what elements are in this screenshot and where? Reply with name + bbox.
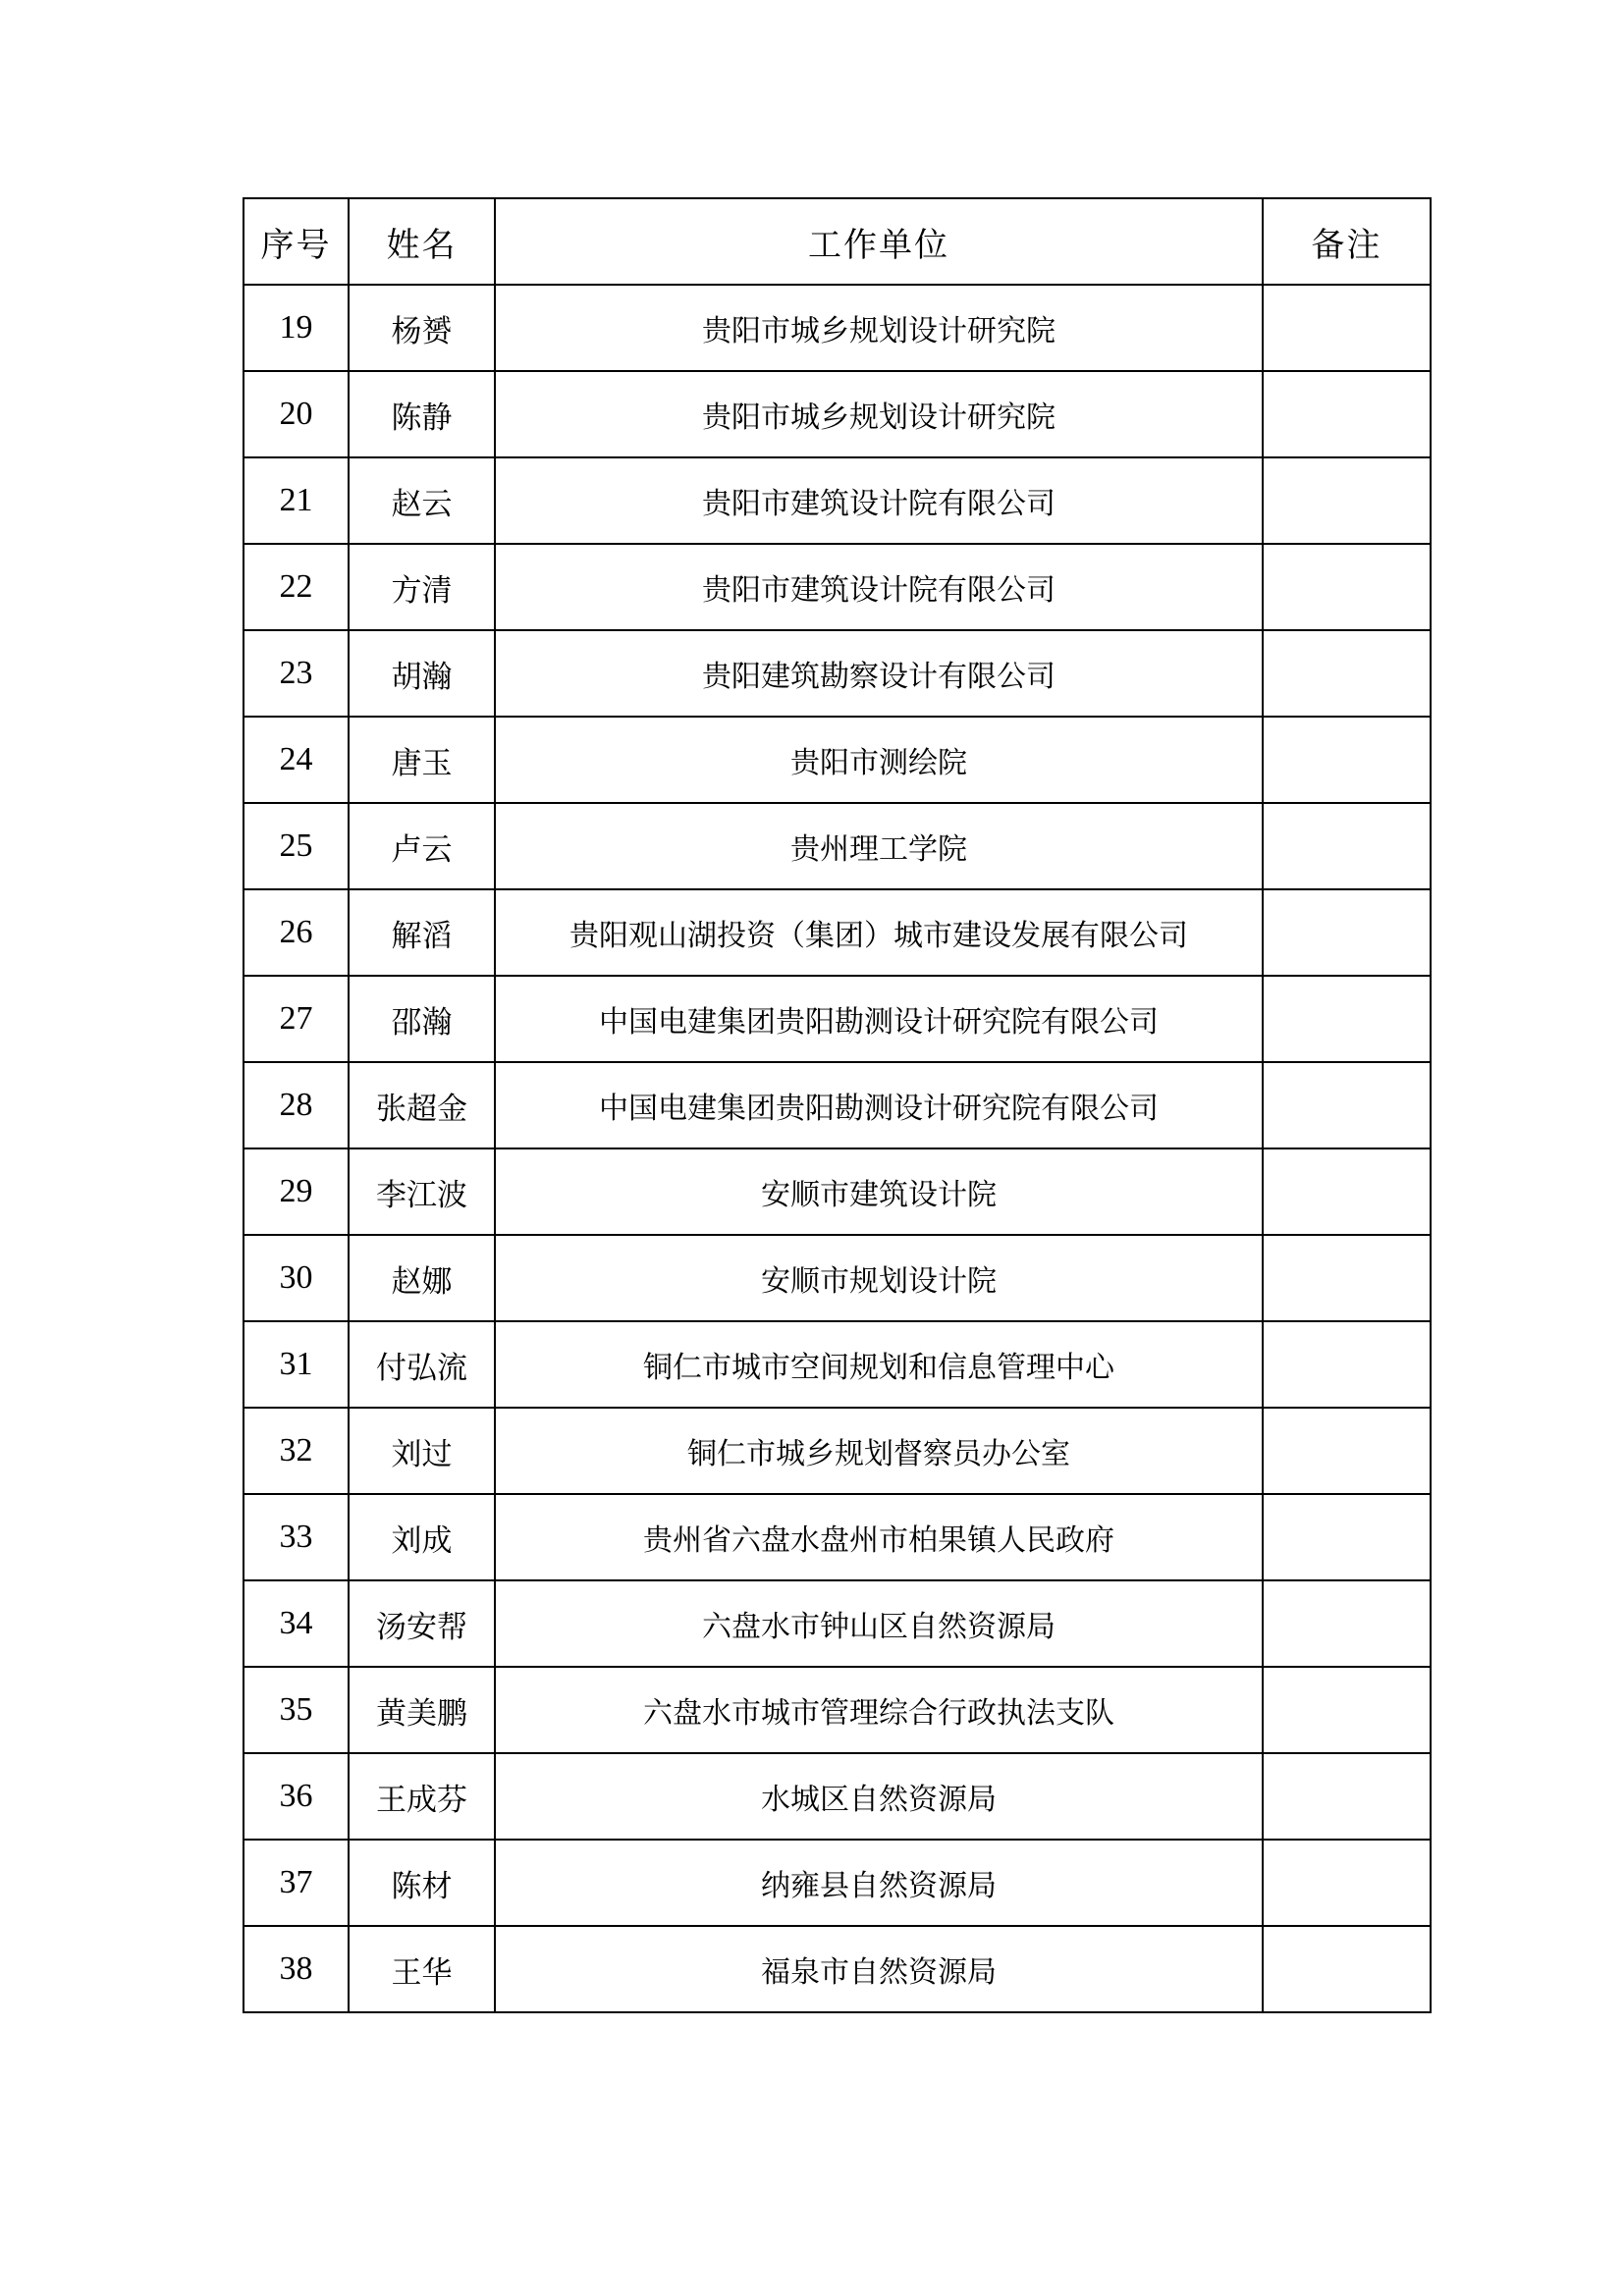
cell-unit: 安顺市建筑设计院 xyxy=(495,1148,1263,1235)
cell-remark xyxy=(1263,717,1431,803)
cell-seq: 36 xyxy=(244,1753,349,1840)
cell-unit: 安顺市规划设计院 xyxy=(495,1235,1263,1321)
cell-name: 邵瀚 xyxy=(349,976,495,1062)
cell-seq: 23 xyxy=(244,630,349,717)
cell-seq: 35 xyxy=(244,1667,349,1753)
cell-unit: 纳雍县自然资源局 xyxy=(495,1840,1263,1926)
cell-seq: 21 xyxy=(244,457,349,544)
cell-remark xyxy=(1263,285,1431,371)
cell-unit: 六盘水市钟山区自然资源局 xyxy=(495,1580,1263,1667)
table-row xyxy=(244,803,1431,889)
cell-name: 黄美鹏 xyxy=(349,1667,495,1753)
cell-seq: 31 xyxy=(244,1321,349,1408)
cell-seq: 25 xyxy=(244,803,349,889)
cell-name: 王华 xyxy=(349,1926,495,2012)
cell-remark xyxy=(1263,457,1431,544)
cell-name: 唐玉 xyxy=(349,717,495,803)
cell-seq: 22 xyxy=(244,544,349,630)
cell-seq: 30 xyxy=(244,1235,349,1321)
cell-unit: 六盘水市城市管理综合行政执法支队 xyxy=(495,1667,1263,1753)
personnel-table-container xyxy=(243,197,1430,2013)
cell-remark xyxy=(1263,1840,1431,1926)
cell-unit: 贵阳市城乡规划设计研究院 xyxy=(495,285,1263,371)
cell-unit: 铜仁市城乡规划督察员办公室 xyxy=(495,1408,1263,1494)
cell-name: 汤安帮 xyxy=(349,1580,495,1667)
cell-name: 李江波 xyxy=(349,1148,495,1235)
table-row xyxy=(244,630,1431,717)
cell-seq: 19 xyxy=(244,285,349,371)
table-row xyxy=(244,1580,1431,1667)
cell-remark xyxy=(1263,1753,1431,1840)
table-row xyxy=(244,976,1431,1062)
table-row xyxy=(244,1926,1431,2012)
header-name: 姓名 xyxy=(349,198,495,285)
cell-name: 赵云 xyxy=(349,457,495,544)
cell-remark xyxy=(1263,889,1431,976)
table-row xyxy=(244,1753,1431,1840)
cell-seq: 38 xyxy=(244,1926,349,2012)
cell-name: 付弘流 xyxy=(349,1321,495,1408)
cell-remark xyxy=(1263,1408,1431,1494)
table-row xyxy=(244,1148,1431,1235)
cell-unit: 贵阳市建筑设计院有限公司 xyxy=(495,457,1263,544)
cell-name: 解滔 xyxy=(349,889,495,976)
cell-seq: 20 xyxy=(244,371,349,457)
cell-unit: 贵阳市城乡规划设计研究院 xyxy=(495,371,1263,457)
table-row xyxy=(244,1321,1431,1408)
cell-seq: 37 xyxy=(244,1840,349,1926)
table-row xyxy=(244,1840,1431,1926)
cell-remark xyxy=(1263,1321,1431,1408)
table-row xyxy=(244,1408,1431,1494)
cell-remark xyxy=(1263,1580,1431,1667)
cell-remark xyxy=(1263,1926,1431,2012)
cell-remark xyxy=(1263,1062,1431,1148)
table-row xyxy=(244,1062,1431,1148)
cell-seq: 29 xyxy=(244,1148,349,1235)
cell-unit: 贵阳建筑勘察设计有限公司 xyxy=(495,630,1263,717)
cell-remark xyxy=(1263,1235,1431,1321)
cell-name: 陈静 xyxy=(349,371,495,457)
cell-unit: 中国电建集团贵阳勘测设计研究院有限公司 xyxy=(495,976,1263,1062)
cell-unit: 贵阳观山湖投资（集团）城市建设发展有限公司 xyxy=(495,889,1263,976)
cell-name: 赵娜 xyxy=(349,1235,495,1321)
cell-unit: 贵州省六盘水盘州市柏果镇人民政府 xyxy=(495,1494,1263,1580)
cell-name: 陈材 xyxy=(349,1840,495,1926)
cell-unit: 贵州理工学院 xyxy=(495,803,1263,889)
personnel-table xyxy=(243,197,1432,2013)
table-row xyxy=(244,371,1431,457)
cell-remark xyxy=(1263,371,1431,457)
cell-name: 王成芬 xyxy=(349,1753,495,1840)
cell-remark xyxy=(1263,976,1431,1062)
cell-name: 刘成 xyxy=(349,1494,495,1580)
cell-name: 刘过 xyxy=(349,1408,495,1494)
cell-remark xyxy=(1263,1148,1431,1235)
table-row xyxy=(244,544,1431,630)
table-header xyxy=(244,198,1431,285)
cell-remark xyxy=(1263,544,1431,630)
table-row xyxy=(244,1494,1431,1580)
cell-seq: 26 xyxy=(244,889,349,976)
header-unit: 工作单位 xyxy=(495,198,1263,285)
cell-name: 卢云 xyxy=(349,803,495,889)
table-row xyxy=(244,285,1431,371)
header-remark: 备注 xyxy=(1263,198,1431,285)
cell-seq: 33 xyxy=(244,1494,349,1580)
header-seq: 序号 xyxy=(244,198,349,285)
cell-seq: 24 xyxy=(244,717,349,803)
cell-remark xyxy=(1263,1494,1431,1580)
table-row xyxy=(244,1235,1431,1321)
cell-remark xyxy=(1263,630,1431,717)
cell-seq: 34 xyxy=(244,1580,349,1667)
cell-unit: 福泉市自然资源局 xyxy=(495,1926,1263,2012)
cell-name: 张超金 xyxy=(349,1062,495,1148)
cell-name: 方清 xyxy=(349,544,495,630)
cell-seq: 28 xyxy=(244,1062,349,1148)
cell-unit: 贵阳市建筑设计院有限公司 xyxy=(495,544,1263,630)
cell-unit: 贵阳市测绘院 xyxy=(495,717,1263,803)
cell-unit: 水城区自然资源局 xyxy=(495,1753,1263,1840)
cell-unit: 铜仁市城市空间规划和信息管理中心 xyxy=(495,1321,1263,1408)
cell-seq: 27 xyxy=(244,976,349,1062)
cell-remark xyxy=(1263,1667,1431,1753)
cell-seq: 32 xyxy=(244,1408,349,1494)
table-row xyxy=(244,457,1431,544)
cell-name: 杨赟 xyxy=(349,285,495,371)
cell-name: 胡瀚 xyxy=(349,630,495,717)
table-body xyxy=(244,285,1431,2012)
table-row xyxy=(244,717,1431,803)
header-row xyxy=(244,198,1431,285)
cell-remark xyxy=(1263,803,1431,889)
table-row xyxy=(244,1667,1431,1753)
table-row xyxy=(244,889,1431,976)
cell-unit: 中国电建集团贵阳勘测设计研究院有限公司 xyxy=(495,1062,1263,1148)
